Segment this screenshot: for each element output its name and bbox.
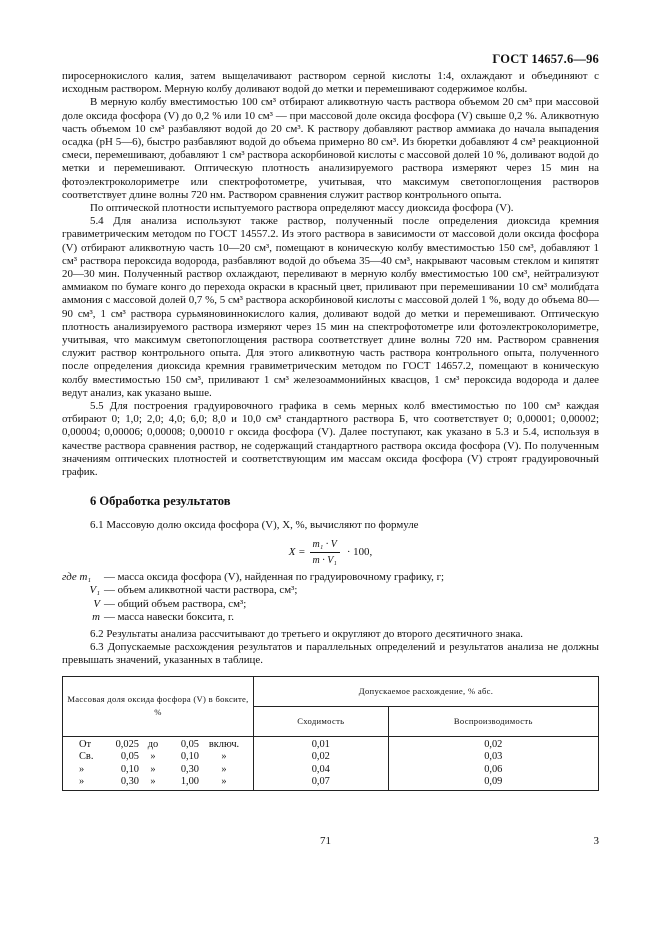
formula-tail: · 100, [346,545,373,558]
page-number-center: 71 [320,835,331,847]
paragraph-mass-determination: По оптической плотности испытуемого раствора определяют массу диоксида фосфора (V). [90,202,514,215]
range-line: » 0,30 » 1,00 » [79,775,227,787]
table-cell-ranges [63,736,254,790]
paragraph-aliquot-procedure: В мерную колбу вместимостью 100 см³ отбирают аликвотную часть раствора объемом 20 см³ при массовой доле оксида фосфора (V) до 0,2 % или 10 см³ — при массовой доле оксида фосфора (V) свыше 0,2 %. Аликвотную часть объемом 10 см³ разбавляют водой до 20 см³. К раствору добавляют раствор аммиака до начала выпадения осадка (pH 5—6), быстро разбавляют водой до объема примерно 80 см³. Из бюретки добавляют 4 см³ реакционной смеси, перемешивают, добавляют 1 см³ раствора аскорбиновой кислоты с массовой долей 10 %, доливают водой до метки и перемешивают. Оптическую плотность анализируемого раствора измеряют через 15 мин на фотоэлектроколориметре или спектрофотометре, учитывая, что максимум светопоглощения растворов соответствует длине волны 720 нм. Раствором сравнения служит раствор контрольного опыта. [62,96,599,201]
definition-symbol: где m₁ [62,571,92,584]
paragraph-5-4: 5.4 Для анализа используют также раствор, полученный после определения диоксида кремния гравиметрическим методом по ГОСТ 14557.2. Из этого раствора в зависимости от массовой доли оксида фосфора (V) отбирают аликвотную часть 10—20 см³, помещают в коническую колбу вместимостью 150 см³, добавляют 1 см³ раствора пероксида водорода, разбавляют водой до объема 35—40 см³, накрывают часовым стеклом и кипятят 20—30 мин. Полученный раствор охлаждают, переливают в мерную колбу вместимостью 100 см³, нейтрализуют аммиаком по бумаге конго до перехода окраски в красный цвет, приливают при перемешивании 10 см³ молибдата аммония с массовой долей 0,7 %, 5 см³ раствора аскорбиновой кислоты с массовой долей 1 %, воду до объема 80—90 см³, 1 см³ раствора сурьмяновиннокислого калия, доливают водой до метки и перемешивают. Оптическую плотность анализируемого раствора измеряют через 15 мин на спектрофотометре или фотоэлектроколориметре, учитывая, что максимум светопоглощения раствора соответствует длине волны 720 нм. Раствором сравнения служит раствор контрольного опыта. Для этого аликвотную часть раствора контрольного опыта, полученного после определения диоксида кремния гравиметрическим методом по ГОСТ 14657.2, помещают в коническую колбу вместимостью 150 см³, приливают 1 см³ железоаммонийных квасцов, 1 см³ пероксида водорода и далее ведут анализ, как указано выше. [62,215,599,399]
document-body [62,70,599,791]
table-header-row [63,676,599,706]
range-line: Св. 0,05 » 0,10 » [79,751,227,763]
column-header-convergence: Сходимость [254,706,389,736]
definition-text: — объем аликвотной части раствора, см³; [104,584,298,597]
table-row [63,736,599,790]
formula-denominator: m · V₁ [312,554,337,566]
definition-row [62,598,599,611]
paragraph-5-5: 5.5 Для построения градуировочного графика в семь мерных колб вместимостью по 100 см³ каждая отбирают 0; 1,0; 2,0; 4,0; 6,0; 8,0 и 10,0 см³ стандартного раствора Б, что соответствует 0; 0,00001; 0,00002; 0,00004; 0,00006; 0,00008; 0,00010 г оксида фосфора (V). Далее поступают, как указано в 5.3 и 5.4, используя в качестве раствора сравнения раствор, не содержащий стандартного раствора оксида фосфора (V). По полученным значениям оптических плотностей и соответствующим им массам оксида фосфора (V) строят градуировочный график. [62,400,599,479]
definition-symbol: m [92,610,100,623]
formula-fraction [310,538,340,567]
standard-header: ГОСТ 14657.6—96 [492,52,599,66]
tolerance-table-wrapper [62,676,599,792]
column-header-mass-fraction: Массовая доля оксида фосфора (V) в боксите, % [63,676,254,736]
column-header-reproducibility: Воспроизводимость [388,706,598,736]
definition-symbol: V [93,597,100,610]
paragraph-6-1: 6.1 Массовую долю оксида фосфора (V), X, %, вычисляют по формуле [90,518,419,531]
table-cell-convergence: 0,01 0,02 0,04 0,07 [254,736,389,790]
definition-text: — масса навески боксита, г. [104,610,234,623]
paragraph-6-2: 6.2 Результаты анализа рассчитывают до третьего и округляют до второго десятичного знака. [90,627,524,640]
definition-row [62,611,599,624]
range-line: » 0,10 » 0,30 » [79,763,227,775]
page-number-right: 3 [593,835,599,847]
paragraph-continuation: пиросернокислого калия, затем выщелачивают раствором серной кислоты 1:4, охлаждают и объединяют с исходным раствором. Мерную колбу доливают водой до метки и перемешивают содержимое колбы. [62,70,599,96]
definition-text: — общий объем раствора, см³; [104,597,247,610]
section-title: 6 Обработка результатов [90,494,231,509]
definition-symbol: V₁ [89,584,100,597]
formula-numerator: m₁ · V [310,538,340,553]
definition-row [62,584,599,597]
paragraph-6-3: 6.3 Допускаемые расхождения результатов и параллельных определений и результатов анализа не должны превышать значений, указанных в таблице. [62,641,599,667]
formula-lhs: X = [288,545,306,558]
table-cell-reproducibility: 0,02 0,03 0,06 0,09 [388,736,598,790]
formula [62,538,599,567]
column-header-group: Допускаемое расхождение, % абс. [254,676,599,706]
definition-text: — масса оксида фосфора (V), найденная по градуировочному графику, г; [104,571,445,584]
range-line: От 0,025 до 0,05 включ. [79,738,240,750]
definition-row [62,571,599,584]
tolerance-table [62,676,599,792]
formula-definitions [62,571,599,624]
